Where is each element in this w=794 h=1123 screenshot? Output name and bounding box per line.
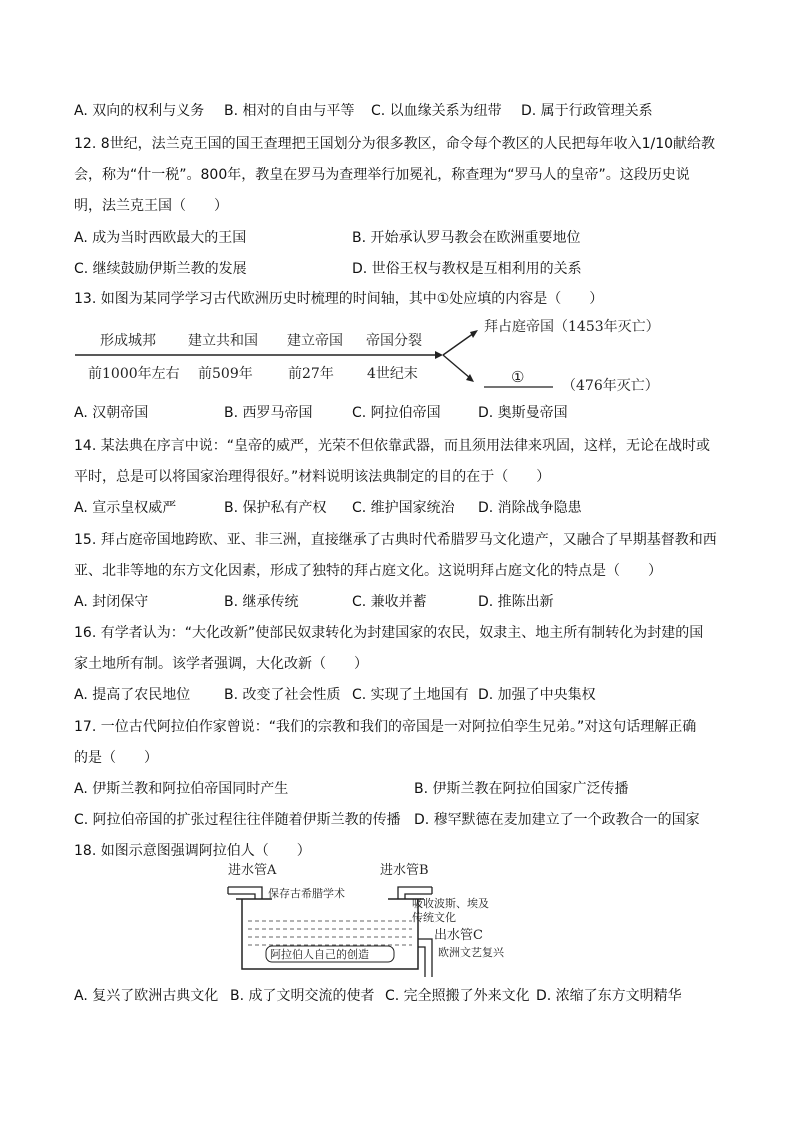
option-c: C. 兼收并蓄 xyxy=(352,594,427,610)
option-d: D. 奥斯曼帝国 xyxy=(478,405,568,421)
option-c: C. 实现了土地国有 xyxy=(352,687,469,703)
pipe-c-label: 出水管C xyxy=(434,928,483,943)
option-b: B. 保护私有产权 xyxy=(224,500,327,516)
option-b: B. 西罗马帝国 xyxy=(224,405,313,421)
option-a: A. 提高了农民地位 xyxy=(74,687,191,703)
option-b: B. 相对的自由与平等 xyxy=(224,103,355,119)
branch-byzantine: 拜占庭帝国（1453年灭亡） xyxy=(484,319,660,335)
option-b: B. 改变了社会性质 xyxy=(224,687,341,703)
option-b: B. 开始承认罗马教会在欧洲重要地位 xyxy=(352,230,581,246)
option-c: C. 维护国家统治 xyxy=(352,500,455,516)
option-d: D. 消除战争隐患 xyxy=(478,500,582,516)
option-c: C. 阿拉伯帝国的扩张过程往往伴随着伊斯兰教的传播 xyxy=(74,812,401,828)
question-text: 15. 拜占庭帝国地跨欧、亚、非三洲，直接继承了古典时代希腊罗马文化遗产，又融合了早期基督教和西 xyxy=(74,532,717,548)
option-c: C. 完全照搬了外来文化 xyxy=(385,988,530,1004)
label-preserve-greek: 保存古希腊学术 xyxy=(268,887,345,900)
outlet-pipe-c xyxy=(418,939,432,977)
timeline-diagram xyxy=(70,312,690,398)
question-text: 明，法兰克王国（ ） xyxy=(74,198,228,214)
pipe-b-label: 进水管B xyxy=(380,863,429,878)
option-d: D. 穆罕默德在麦加建立了一个政教合一的国家 xyxy=(414,812,700,828)
option-d: D. 推陈出新 xyxy=(478,594,554,610)
pipe-a-label: 进水管A xyxy=(228,863,277,878)
question-text: 14. 某法典在序言中说：“皇帝的威严，光荣不但依靠武器，而且须用法律来巩固，这样，无论在战时或 xyxy=(74,438,710,454)
question-text: 会，称为“什一税”。800年，教皇在罗马为查理举行加冕礼，称查理为“罗马人的皇帝”。这段历史说 xyxy=(74,167,690,183)
timeline-event: 建立共和国 xyxy=(188,333,258,349)
option-d: D. 浓缩了东方文明精华 xyxy=(536,988,682,1004)
timeline-event: 形成城邦 xyxy=(100,333,156,349)
timeline-date: 前27年 xyxy=(288,366,334,382)
timeline-axis xyxy=(75,351,443,359)
question-text: 16. 有学者认为：“大化改新”使部民奴隶转化为封建国家的农民，奴隶主、地主所有制转化为封建的国 xyxy=(74,625,704,641)
option-b: B. 成了文明交流的使者 xyxy=(230,988,375,1004)
option-a: A. 汉朝帝国 xyxy=(74,405,149,421)
question-text: 17. 一位古代阿拉伯作家曾说：“我们的宗教和我们的帝国是一对阿拉伯孪生兄弟。”对这句话理解正确 xyxy=(74,719,697,735)
water-tank-diagram xyxy=(222,859,522,983)
label-absorb-line2: 传统文化 xyxy=(412,911,456,924)
question-text: 18. 如图示意图强调阿拉伯人（ ） xyxy=(74,843,311,859)
timeline-event: 建立帝国 xyxy=(287,333,343,349)
timeline-branches xyxy=(443,330,478,382)
timeline-date: 前1000年左右 xyxy=(88,366,180,382)
question-text: 家土地所有制。该学者强调，大化改新（ ） xyxy=(74,656,368,672)
question-text: 12. 8世纪，法兰克王国的国王查理把王国划分为很多教区，命令每个教区的人民把每年收入1/10献给教 xyxy=(74,136,716,152)
option-b: B. 伊斯兰教在阿拉伯国家广泛传播 xyxy=(414,781,629,797)
option-b: B. 继承传统 xyxy=(224,594,299,610)
branch-note: （476年灭亡） xyxy=(562,378,659,394)
option-a: A. 封闭保守 xyxy=(74,594,149,610)
timeline-date: 前509年 xyxy=(198,366,253,382)
inlet-pipe-a xyxy=(228,887,262,899)
question-text: 13. 如图为某同学学习古代欧洲历史时梳理的时间轴，其中①处应填的内容是（ ） xyxy=(74,291,604,307)
option-c: C. 阿拉伯帝国 xyxy=(352,405,441,421)
label-absorb-line1: 吸收波斯、埃及 xyxy=(412,897,489,910)
option-c: C. 以血缘关系为纽带 xyxy=(371,103,502,119)
question-text: 的是（ ） xyxy=(74,750,158,766)
option-a: A. 成为当时西欧最大的王国 xyxy=(74,230,247,246)
question-text: 亚、北非等地的东方文化因素，形成了独特的拜占庭文化。这说明拜占庭文化的特点是（ ） xyxy=(74,563,662,579)
option-a: A. 伊斯兰教和阿拉伯帝国同时产生 xyxy=(74,781,289,797)
timeline-event: 帝国分裂 xyxy=(366,333,422,349)
option-a: A. 宣示皇权威严 xyxy=(74,500,177,516)
label-renaissance: 欧洲文艺复兴 xyxy=(438,946,504,959)
question-text: 平时，总是可以将国家治理得很好。”材料说明该法典制定的目的在于（ ） xyxy=(74,469,551,485)
option-d: D. 属于行政管理关系 xyxy=(521,103,653,119)
label-arab-creation: 阿拉伯人自己的创造 xyxy=(270,948,369,961)
option-d: D. 世俗王权与教权是互相利用的关系 xyxy=(352,261,582,277)
option-a: A. 复兴了欧洲古典文化 xyxy=(74,988,219,1004)
timeline-date: 4世纪末 xyxy=(367,366,418,382)
option-a: A. 双向的权利与义务 xyxy=(74,103,205,119)
blank-marker: ① xyxy=(511,368,525,386)
option-c: C. 继续鼓励伊斯兰教的发展 xyxy=(74,261,247,277)
option-d: D. 加强了中央集权 xyxy=(478,687,596,703)
